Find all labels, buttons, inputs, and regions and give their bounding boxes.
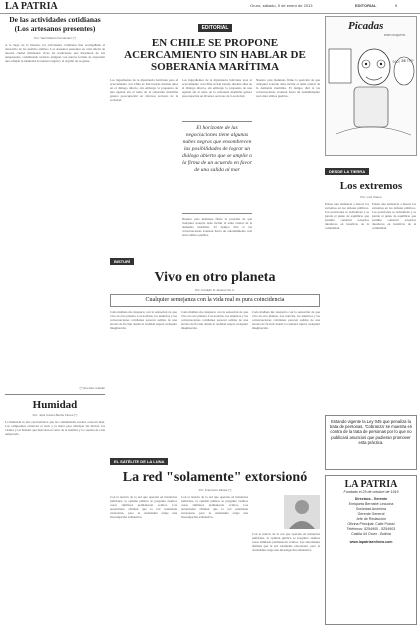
page-header xyxy=(0,0,420,14)
desde-tierra-label: DESDE LA TIERRA xyxy=(325,168,369,175)
contact-row: Casilla 44 Oruro - Bolivia xyxy=(351,532,391,536)
left-body: A lo largo de la historia, las actividades cotidianas han acompañado el desarrollo de los pueblos andinos. Los artesanos presentes en cada rincón de nuestra ciudad mantienen vivas las tradiciones que heredaron de sus antepasados, combinando técnicas antiguas con nuevas formas de expresión que reflejan la identidad de nuestra región y el orgullo de su gente. xyxy=(5,43,105,63)
humidad-byline: Por: José Carlos Benito Flores (*) xyxy=(32,413,78,417)
humidad-headline: Humidad xyxy=(32,399,78,411)
satelite-section xyxy=(110,450,320,628)
desde-tierra-byline: Por: Luis Claros xyxy=(360,195,382,199)
satelite-body-3: Con la noticia de la red que operaba en instancias judiciales, la opinión pública se preguntó cuántos casos similares permanecen ocultos. Las autoridades afirman que la red solamente extorsionó, pero la ciudadanía exige una investigación exhaustiva. xyxy=(252,532,320,552)
bisturi-byline: Por: Franklin R. Alvarez De C. xyxy=(194,288,235,292)
contact-website-link[interactable]: www.lapatriaenlinea.com xyxy=(349,540,393,544)
left-column xyxy=(5,16,105,626)
left-headline: De las actividades cotidianas (Los artesanos presentes) xyxy=(9,16,101,33)
comic-title: Picadas xyxy=(348,20,384,32)
contact-row: Sociedad Anónima xyxy=(356,507,386,511)
contact-row: Jefe de Redacción xyxy=(356,517,386,521)
bisturi-label: BISTURÍ xyxy=(110,258,134,265)
editorial-body-2: Nuestro país mantiene firme la posición de que cualquier acuerdo debe incluir el tema central de la demanda marítima. El tiempo dirá si las conversaciones avanzan hacia un entendimiento real entre ambos pueblos. xyxy=(256,78,320,98)
issue-date: Oruro, sábado, 5 de enero de 2013 xyxy=(250,3,313,8)
bisturi-subheadline: Cualquier semejanza con la vida real es pura coincidencia xyxy=(145,297,285,303)
comic-drawing xyxy=(326,39,416,154)
contact-row: Teléfonos: 5254900 - 5254903 xyxy=(346,527,396,531)
notice-box xyxy=(325,415,417,470)
bisturi-body-2: Cada mañana me despierto con la sensación de que vivo en otro planeta. Las noticias, los anuncios y las conversaciones cotidianas parecen salidas de una novela de ficción donde la realidad supera cualquier imaginación. xyxy=(181,310,248,330)
pull-quote-bottom-rule xyxy=(182,213,252,214)
bisturi-headline: Vivo en otro planeta xyxy=(154,270,276,285)
left-divider xyxy=(5,394,105,395)
comic-author: POR COQUITO xyxy=(384,33,406,37)
left-byline: Por: Saúl Alberto Fernández (*) xyxy=(34,36,76,40)
desde-tierra-body-2: Existe una tendencia a buscar los extremos en los debates públicos. Las posiciones se radicalizan y se pierde el punto de equilibrio que permite construir acuerdos duraderos en beneficio de la comunidad. xyxy=(372,202,416,230)
left-footnote: (*) Escritor orureño xyxy=(79,386,105,390)
bisturi-section xyxy=(110,250,320,445)
editorial-label: EDITORIAL xyxy=(198,24,233,32)
satelite-label: EL SATÉLITE DE LA LUNA xyxy=(110,458,168,465)
editorial-body-1b: Los ingredientes de la diplomacia boliviana para el acercamiento con Chile se han basado durante años en el diálogo directo, sin embargo la propuesta de una agenda sin el tema de la soberanía marítima genera preocupación en diversos sectores de la sociedad. xyxy=(182,78,252,98)
satelite-body-2: Con la noticia de la red que operaba en instancias judiciales, la opinión pública se preguntó cuántos casos similares permanecen ocultos. Las autoridades afirman que la red solamente extorsionó, pero la ciudadanía exige una investigación exhaustiva. xyxy=(181,495,248,519)
comic-speech-bubble: ¿¿¿¿ 3/8 ???? xyxy=(392,59,414,63)
contact-row: Oficina Principal: Calle Potosí xyxy=(347,522,395,526)
editorial-body-1: Los ingredientes de la diplomacia boliviana para el acercamiento con Chile se han basado durante años en el diálogo directo, sin embargo la propuesta de una agenda sin el tema de la soberanía marítima genera preocupación en diversos sectores de la sociedad. xyxy=(110,78,178,102)
editorial-section xyxy=(110,16,320,246)
editorial-headline: EN CHILE SE PROPONE ACERCAMIENTO SIN HABLAR DE SOBERANÍA MARÍTIMA xyxy=(124,37,306,73)
humidad-body: La humedad es una característica que las comunidades rurales conocen bien. Los campesinos observan el cielo y la tierra para anticipar las lluvias, los vientos y las heladas que marcarán el curso de la siembra y la cosecha de cada temporada. xyxy=(5,420,105,436)
contact-founded: Fundado el 25 de octubre de 1919 xyxy=(343,490,399,494)
masthead: LA PATRIA xyxy=(5,1,58,12)
satelite-byline: Por: Francisco Zárate (*) xyxy=(198,488,232,492)
pull-quote-top-rule xyxy=(182,121,252,122)
contact-masthead: LA PATRIA xyxy=(344,479,398,490)
desde-tierra-body-1: Existe una tendencia a buscar los extremos en los debates públicos. Las posiciones se radicalizan y se pierde el punto de equilibrio que permite construir acuerdos duraderos en beneficio de la comunidad. xyxy=(325,202,369,230)
satelite-body-1: Con la noticia de la red que operaba en instancias judiciales, la opinión pública se preguntó cuántos casos similares permanecen ocultos. Las autoridades afirman que la red solamente extorsionó, pero la ciudadanía exige una investigación exhaustiva. xyxy=(110,495,177,519)
contact-row: Gerente General xyxy=(357,512,385,516)
columnist-photo xyxy=(284,495,320,529)
page-number: 5 xyxy=(395,3,398,8)
notice-text: Estando vigente la Ley 045 que penaliza la trata de personas, 'Cobranza' se muestra en contra de la trata de personas por lo que no publicará anuncios que pudieran promover esta práctica. xyxy=(329,419,413,445)
editorial-pull-quote: El horizonte de las negociaciones tiene algunas nubes negras que ensombrecen las posibilidades de lograr un diálogo abierto que se amplíe a la firma de un acuerdo en favor de una salida al mar xyxy=(182,125,252,173)
contact-row: Directora - Gerente xyxy=(354,497,388,501)
section-label: EDITORIAL xyxy=(355,3,377,8)
desde-la-tierra-section xyxy=(325,160,417,410)
editorial-body-2b: Nuestro país mantiene firme la posición de que cualquier acuerdo debe incluir el tema central de la demanda marítima. El tiempo dirá si las conversaciones avanzan hacia un entendimiento real entre ambos pueblos. xyxy=(182,217,252,237)
contact-box xyxy=(325,475,417,625)
bisturi-body-3: Cada mañana me despierto con la sensación de que vivo en otro planeta. Las noticias, los anuncios y las conversaciones cotidianas parecen salidas de una novela de ficción donde la realidad supera cualquier imaginación. xyxy=(252,310,320,330)
bisturi-body-1: Cada mañana me despierto con la sensación de que vivo en otro planeta. Las noticias, los anuncios y las conversaciones cotidianas parecen salidas de una novela de ficción donde la realidad supera cualquier imaginación. xyxy=(110,310,177,330)
desde-tierra-headline: Los extremos xyxy=(339,180,403,192)
comic-strip xyxy=(325,16,417,156)
satelite-headline: La red "solamente" extorsionó xyxy=(122,470,308,485)
contact-row: Enriqueta Bernabé Lecuona xyxy=(348,502,394,506)
